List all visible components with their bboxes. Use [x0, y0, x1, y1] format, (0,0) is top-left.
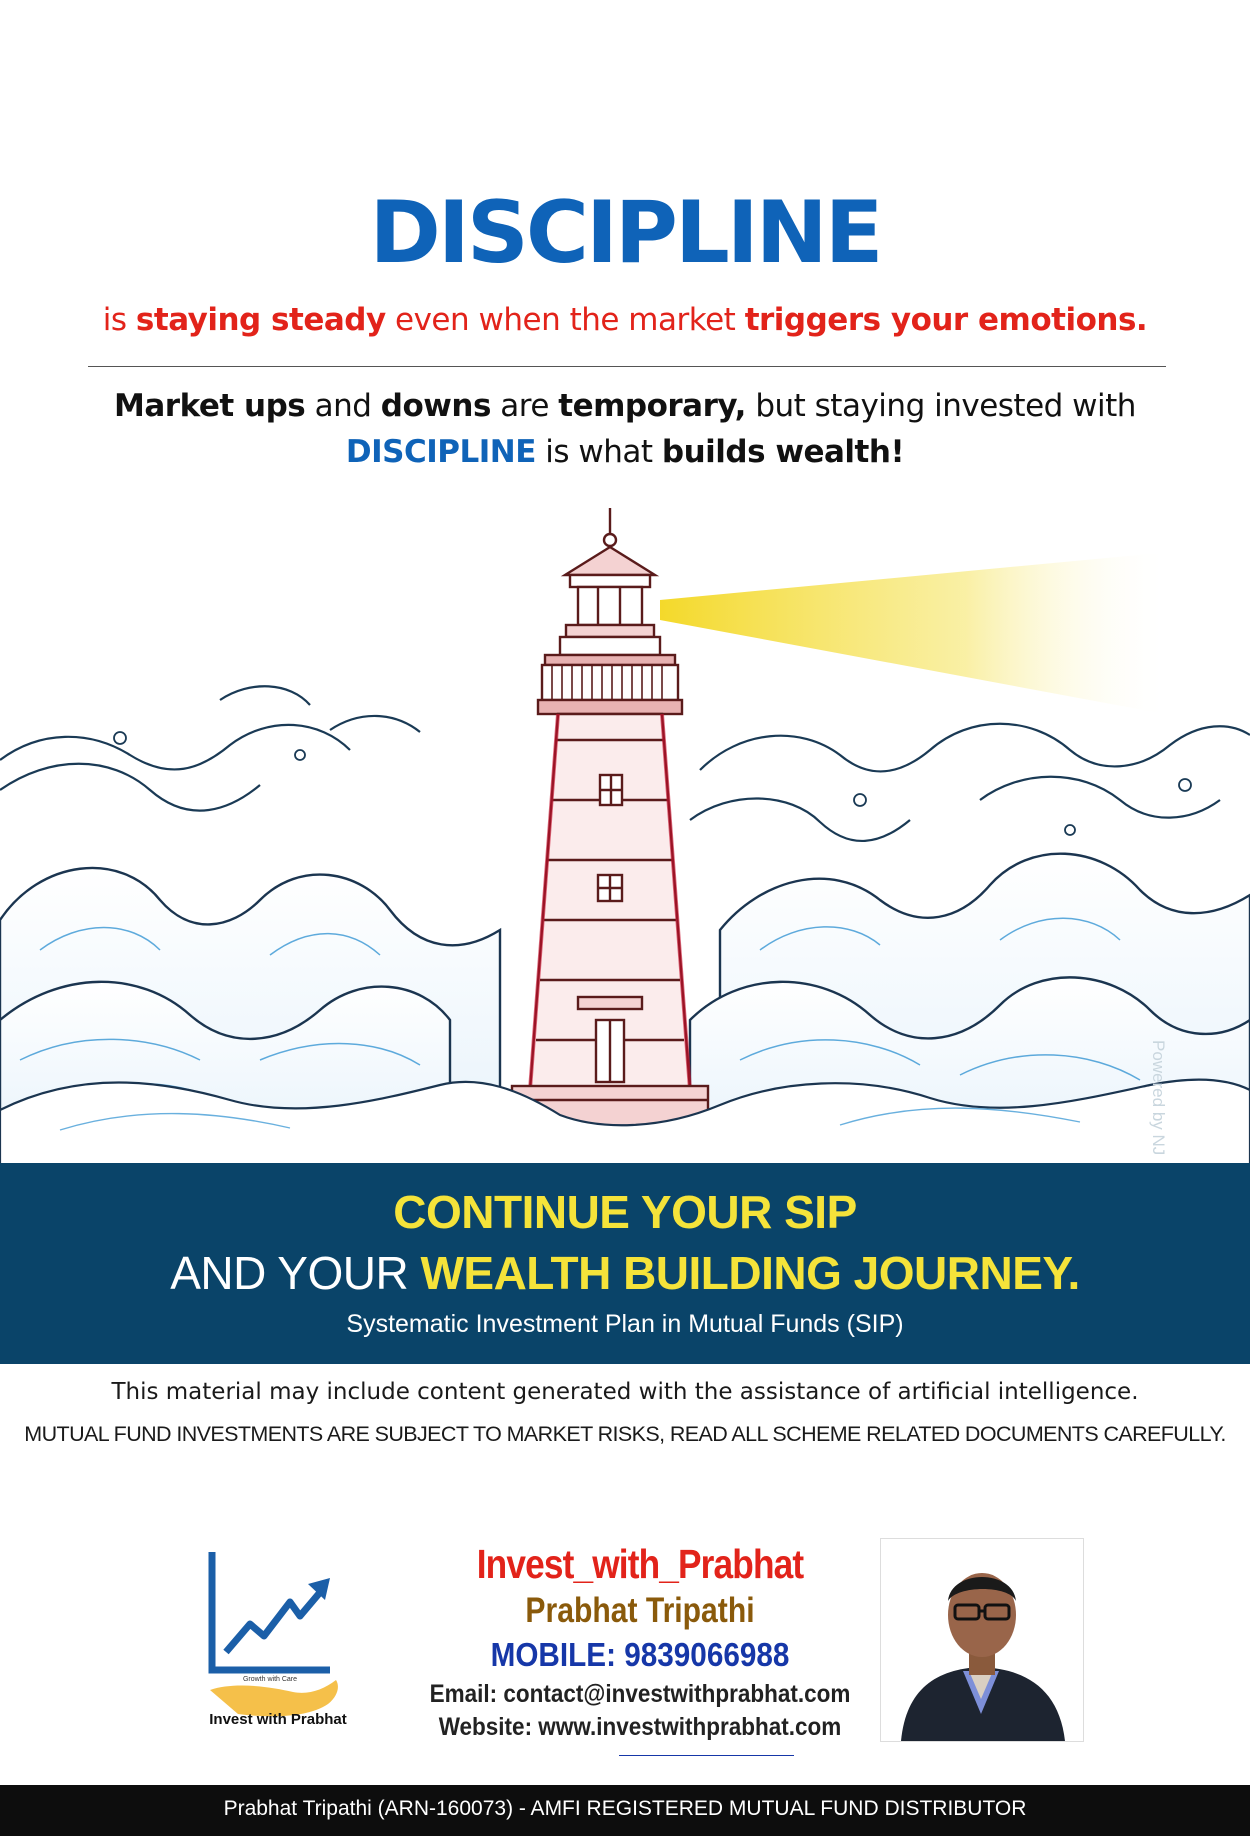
msg-bold: builds wealth!	[661, 434, 905, 470]
msg-bold: downs	[380, 388, 491, 424]
tagline-emphasis: staying steady	[135, 302, 386, 338]
risk-disclaimer: MUTUAL FUND INVESTMENTS ARE SUBJECT TO MARKET RISKS, READ ALL SCHEME RELATED DOCUMENTS CAREFULLY.	[24, 1422, 1226, 1446]
msg-text: are	[490, 388, 559, 424]
tagline	[0, 302, 1250, 338]
banner-headline: CONTINUE YOUR SIP	[393, 1186, 857, 1238]
tagline-emphasis: triggers your emotions.	[744, 302, 1148, 338]
msg-bold: Market ups	[114, 388, 306, 424]
growth-arrow-icon	[226, 1590, 322, 1652]
lighthouse-illustration	[0, 500, 1250, 1165]
brand-logo	[198, 1540, 358, 1730]
msg-bold: temporary,	[558, 388, 746, 424]
key-message	[0, 383, 1250, 475]
banner-subheadline-part: AND YOUR	[170, 1247, 421, 1299]
msg-discipline: DISCIPLINE	[345, 434, 536, 470]
msg-text: is what	[535, 434, 662, 470]
headline: DISCIPLINE	[369, 183, 881, 283]
logo-label: Invest with Prabhat	[209, 1711, 347, 1728]
contact-name: Prabhat Tripathi	[525, 1591, 755, 1630]
contact-brand: Invest_with_Prabhat	[476, 1541, 804, 1587]
ai-disclaimer: This material may include content generated with the assistance of artificial intelligence.	[111, 1379, 1139, 1405]
banner-subheadline-emphasis: WEALTH BUILDING JOURNEY.	[420, 1247, 1080, 1299]
watermark: Powered by NJ	[1149, 1040, 1168, 1156]
contact-mobile[interactable]	[406, 1636, 874, 1674]
tagline-part: is	[102, 302, 136, 338]
advisor-photo	[880, 1538, 1084, 1742]
mobile-number[interactable]: 9839066988	[624, 1636, 790, 1673]
contact-underline	[619, 1755, 794, 1756]
contact-email[interactable]: Email: contact@investwithprabhat.com	[429, 1680, 851, 1708]
msg-text: but staying invested with	[745, 388, 1136, 424]
key-message-line-2	[0, 429, 1250, 475]
banner-subheadline	[0, 1246, 1250, 1300]
banner-caption: Systematic Investment Plan in Mutual Funds (SIP)	[346, 1310, 904, 1338]
key-message-line-1	[0, 383, 1250, 429]
msg-text: and	[305, 388, 381, 424]
divider	[88, 366, 1166, 367]
footer-text: Prabhat Tripathi (ARN-160073) - AMFI REGISTERED MUTUAL FUND DISTRIBUTOR	[223, 1797, 1027, 1820]
logo-tagline: Growth with Care	[242, 1676, 298, 1683]
light-beam	[660, 552, 1170, 715]
mobile-label: MOBILE:	[490, 1636, 616, 1673]
contact-website[interactable]: Website: www.investwithprabhat.com	[438, 1713, 842, 1741]
tagline-part: even when the market	[385, 302, 745, 338]
